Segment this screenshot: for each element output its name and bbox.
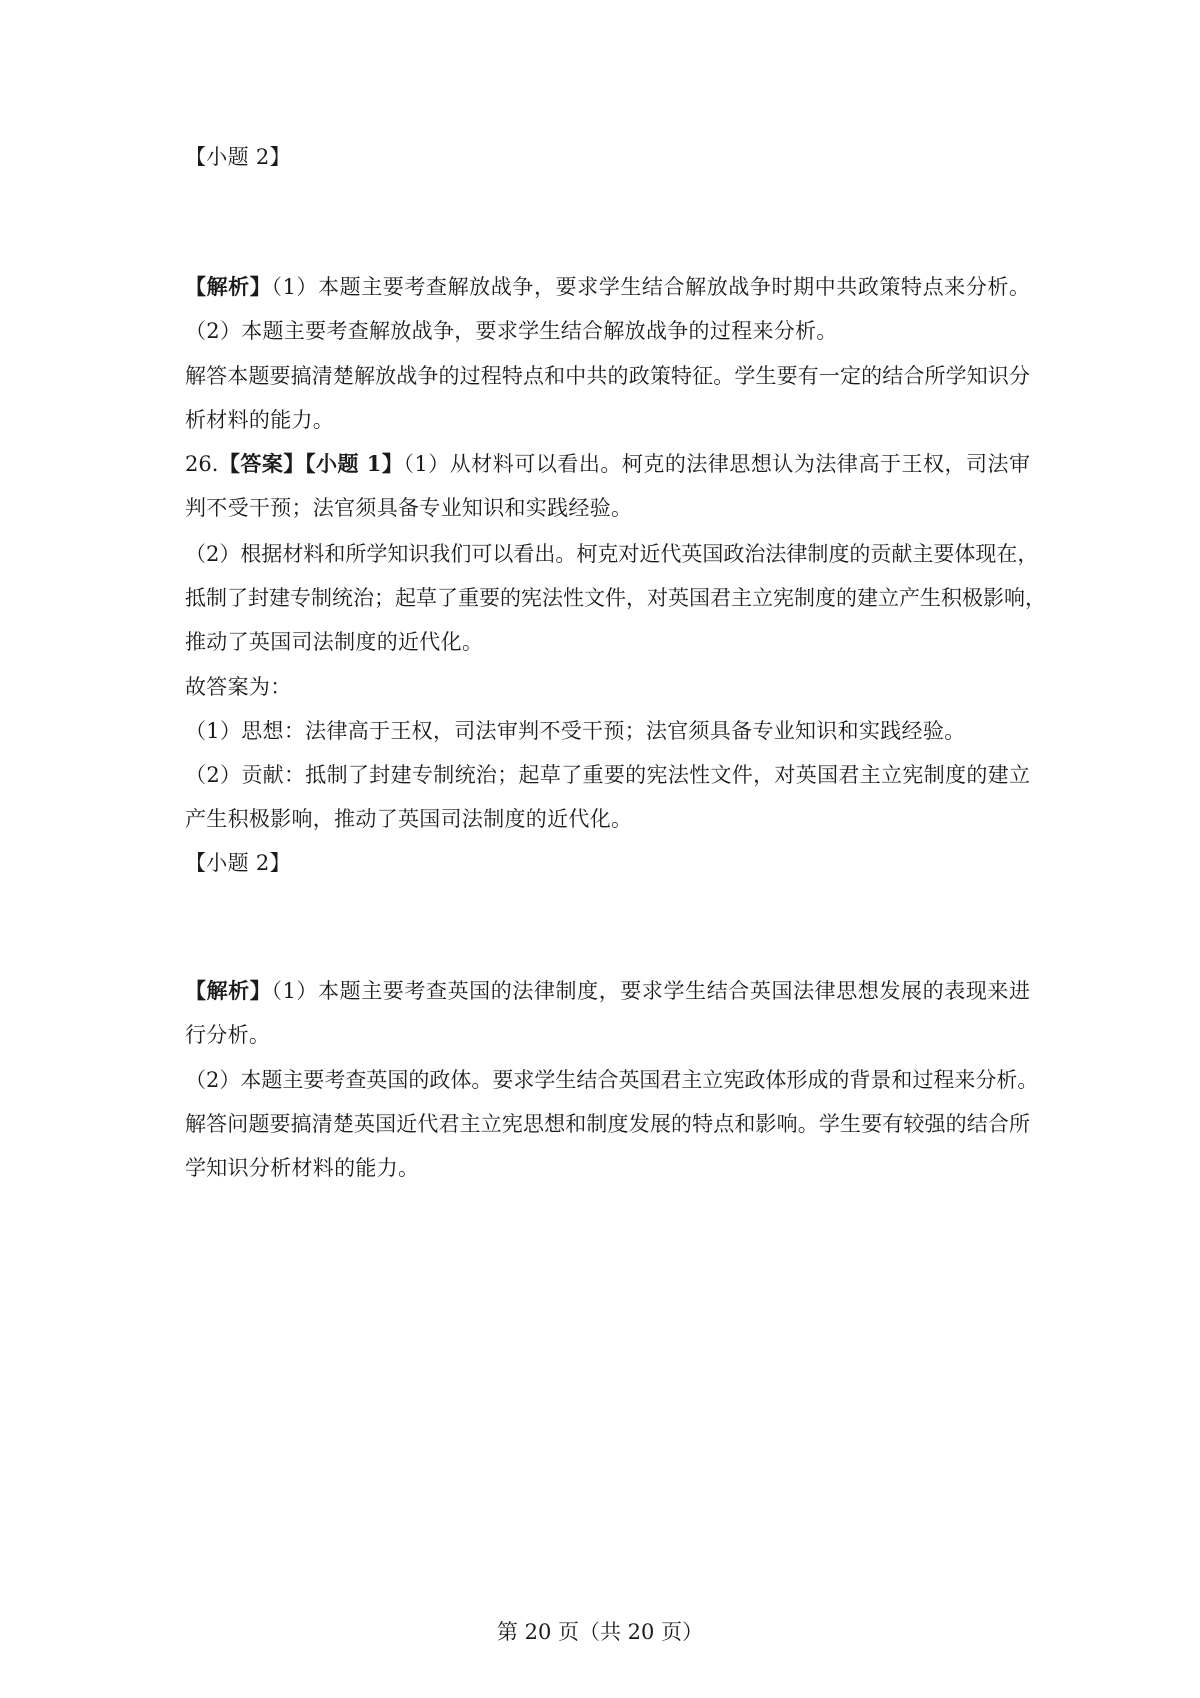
analysis-paragraph-line: 【解析】（1）本题主要考查英国的法律制度，要求学生结合英国法律思想发展的表现来进 [185,978,1030,1003]
answer-line: 产生积极影响，推动了英国司法制度的近代化。 [185,807,633,831]
analysis-paragraph-line: 解答本题要搞清楚解放战争的过程特点和中共的政策特征。学生要有一定的结合所学知识分 [185,364,1030,388]
analysis-paragraph-line: 【解析】（1）本题主要考查解放战争，要求学生结合解放战争时期中共政策特点来分析。 [185,274,1030,299]
analysis-paragraph-line: 行分析。 [185,1023,271,1047]
answer-26-line: 26.【答案】【小题 1】（1）从材料可以看出。柯克的法律思想认为法律高于王权，司法审 [185,451,1030,476]
subquestion-2-heading: 【小题 2】 [185,145,291,169]
answer-line: 推动了英国司法制度的近代化。 [185,630,484,654]
page-number-footer: 第 20 页（共 20 页） [496,1620,704,1644]
answer-line: （2）根据材料和所学知识我们可以看出。柯克对近代英国政治法律制度的贡献主要体现在， [185,542,1039,566]
analysis-paragraph-line: 解答问题要搞清楚英国近代君主立宪思想和制度发展的特点和影响。学生要有较强的结合所 [185,1112,1030,1136]
answer-line: 抵制了封建专制统治；起草了重要的宪法性文件，对英国君主立宪制度的建立产生积极影响， [185,586,1046,610]
answer-tag: 【答案】【小题 1】 [218,451,404,476]
analysis-paragraph-line: 析材料的能力。 [185,408,335,432]
analysis-paragraph-line: 学知识分析材料的能力。 [185,1156,420,1180]
answer-label: 故答案为： [185,675,292,699]
analysis-tag: 【解析】 [185,978,272,1003]
question-number: 26. [185,452,219,476]
answer-line: （2）贡献：抵制了封建专制统治；起草了重要的宪法性文件，对英国君主立宪制度的建立 [185,763,1030,787]
analysis-paragraph-line: （2）本题主要考查英国的政体。要求学生结合英国君主立宪政体形成的背景和过程来分析。 [185,1068,1039,1092]
subquestion-2-heading: 【小题 2】 [185,851,291,875]
answer-line: 判不受干预；法官须具备专业知识和实践经验。 [185,496,633,520]
answer-line: （1）思想：法律高于王权，司法审判不受干预；法官须具备专业知识和实践经验。 [185,719,966,743]
analysis-tag: 【解析】 [185,274,272,299]
analysis-paragraph-line: （2）本题主要考查解放战争，要求学生结合解放战争的过程来分析。 [185,319,838,343]
